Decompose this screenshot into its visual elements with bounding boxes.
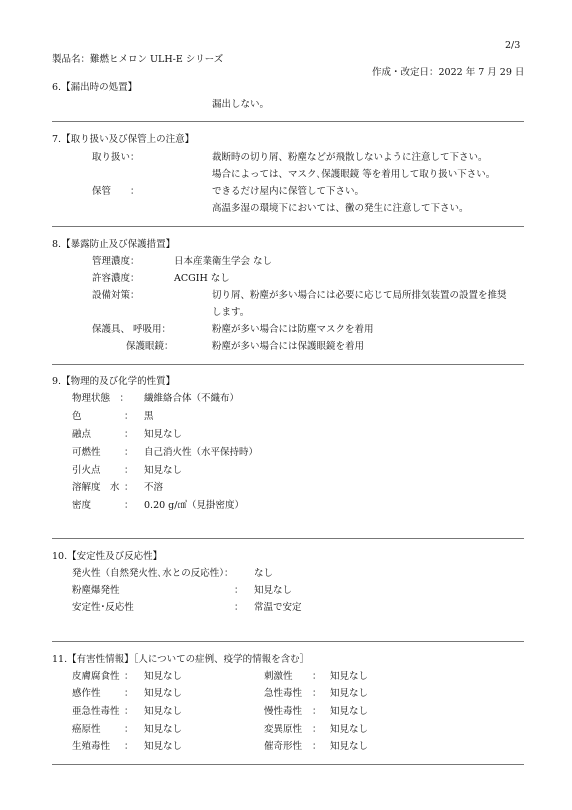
section-6-title: 6.【漏出時の処置】 [52, 82, 138, 93]
section-7-title: 7.【取り扱い及び保管上の注意】 [52, 134, 195, 145]
property-colon: ： [124, 447, 134, 458]
section-divider [52, 764, 524, 765]
section-8-title: 8.【暴露防止及び保護措置】 [52, 239, 176, 250]
hazard-value: 知見なし [144, 688, 183, 699]
section-10-title: 10.【安定性及び反応性】 [52, 551, 163, 562]
revision-date: 作成・改定日：2022 年 7 月 29 日 [372, 67, 525, 78]
hazard-value: 知見なし [144, 724, 183, 735]
hazard-value: 知見なし [144, 671, 183, 682]
hazard-value: 知見なし [330, 671, 369, 682]
property-label: 物理状態 ： [72, 393, 130, 404]
property-colon: ： [124, 482, 134, 493]
section-6-text: 漏出しない。 [212, 99, 270, 110]
hazard-label: 皮膚腐食性 [72, 671, 120, 682]
hazard-colon: ： [312, 671, 322, 682]
property-colon: ： [124, 429, 134, 440]
section-divider [52, 538, 524, 539]
equipment-text-2: します。 [212, 307, 250, 318]
ignition-value: なし [254, 568, 274, 579]
hazard-label: 癌原性 [72, 724, 101, 735]
section-divider [52, 121, 524, 122]
hazard-colon: ： [124, 688, 134, 699]
hazard-colon: ： [312, 741, 322, 752]
property-label: 可燃性 [72, 447, 101, 458]
section-11-title: 11.【有害性情報】［人についての症例、疫学的情報を含む］ [52, 654, 310, 665]
respiratory-value: 粉塵が多い場合には防塵マスクを着用 [212, 324, 374, 335]
hazard-label: 急性毒性 [264, 688, 303, 699]
handling-text-1: 裁断時の切り屑、粉塵などが飛散しないように注意して下さい。 [212, 152, 488, 163]
hazard-label: 催奇形性 [264, 741, 303, 752]
hazard-colon: ： [124, 724, 134, 735]
property-colon: ： [124, 411, 134, 422]
hazard-label: 刺激性 [264, 671, 293, 682]
property-label: 色 [72, 411, 82, 422]
hazard-colon: ： [124, 671, 134, 682]
respiratory-label: 保護具、 呼吸用： [92, 324, 172, 335]
equipment-label: 設備対策： [92, 290, 140, 301]
control-concentration-label: 管理濃度： [92, 256, 140, 267]
hazard-colon: ： [312, 724, 322, 735]
storage-label: 保管 ： [92, 186, 140, 197]
hazard-colon: ： [124, 706, 134, 717]
storage-text-1: できるだけ屋内に保管して下さい。 [212, 186, 365, 197]
control-concentration-value: 日本産業衛生学会 なし [174, 256, 273, 267]
property-colon: ： [124, 465, 134, 476]
hazard-value: 知見なし [144, 741, 183, 752]
permissible-concentration-label: 許容濃度： [92, 273, 140, 284]
property-value: 知見なし [144, 465, 183, 476]
eye-protection-label: 保護眼鏡： [126, 341, 174, 352]
section-9-title: 9.【物理的及び化学的性質】 [52, 376, 176, 387]
section-divider [52, 226, 524, 227]
eye-protection-value: 粉塵が多い場合には保護眼鏡を着用 [212, 341, 365, 352]
hazard-colon: ： [124, 741, 134, 752]
property-value: 不溶 [144, 482, 164, 493]
stability-colon: ： [234, 602, 244, 613]
section-divider [52, 641, 524, 642]
hazard-label: 感作性 [72, 688, 101, 699]
handling-label: 取り扱い： [92, 152, 140, 163]
dust-explosion-colon: ： [234, 585, 244, 596]
permissible-concentration-value: ACGIH なし [174, 273, 230, 284]
property-label: 融点 [72, 429, 92, 440]
equipment-text-1: 切り屑、粉塵が多い場合には必要に応じて局所排気装置の設置を推奨 [212, 290, 507, 301]
property-value: 繊維絡合体（不織布） [144, 393, 240, 404]
hazard-label: 慢性毒性 [264, 706, 303, 717]
dust-explosion-value: 知見なし [254, 585, 293, 596]
property-label: 密度 [72, 500, 92, 511]
property-value: 知見なし [144, 429, 183, 440]
handling-text-2: 場合によっては、マスク､保護眼鏡 等を着用して取り扱い下さい。 [212, 169, 496, 180]
hazard-value: 知見なし [330, 688, 369, 699]
ignition-label: 発火性（自然発火性､水との反応性）： [72, 568, 234, 579]
dust-explosion-label: 粉塵爆発性 [72, 585, 120, 596]
stability-value: 常温で安定 [254, 602, 302, 613]
product-name: 製品名：難燃ヒメロン ULH-E シリーズ [52, 54, 224, 65]
hazard-colon: ： [312, 688, 322, 699]
property-value: 黒 [144, 411, 154, 422]
hazard-label: 亜急性毒性 [72, 706, 120, 717]
section-divider [52, 364, 524, 365]
property-label: 溶解度 水 [72, 482, 120, 493]
hazard-value: 知見なし [330, 724, 369, 735]
property-colon: ： [124, 500, 134, 511]
hazard-colon: ： [312, 706, 322, 717]
hazard-value: 知見なし [330, 741, 369, 752]
hazard-label: 生殖毒性 [72, 741, 111, 752]
hazard-value: 知見なし [330, 706, 369, 717]
hazard-value: 知見なし [144, 706, 183, 717]
property-label: 引火点 [72, 465, 101, 476]
hazard-label: 変異原性 [264, 724, 303, 735]
property-value: 自己消火性（水平保持時） [144, 447, 259, 458]
property-value: 0.20 g/㎤（見掛密度） [144, 500, 244, 511]
page-number: 2/3 [505, 40, 521, 51]
stability-label: 安定性･反応性 [72, 602, 134, 613]
storage-text-2: 高温多湿の環境下においては、黴の発生に注意して下さい。 [212, 203, 469, 214]
